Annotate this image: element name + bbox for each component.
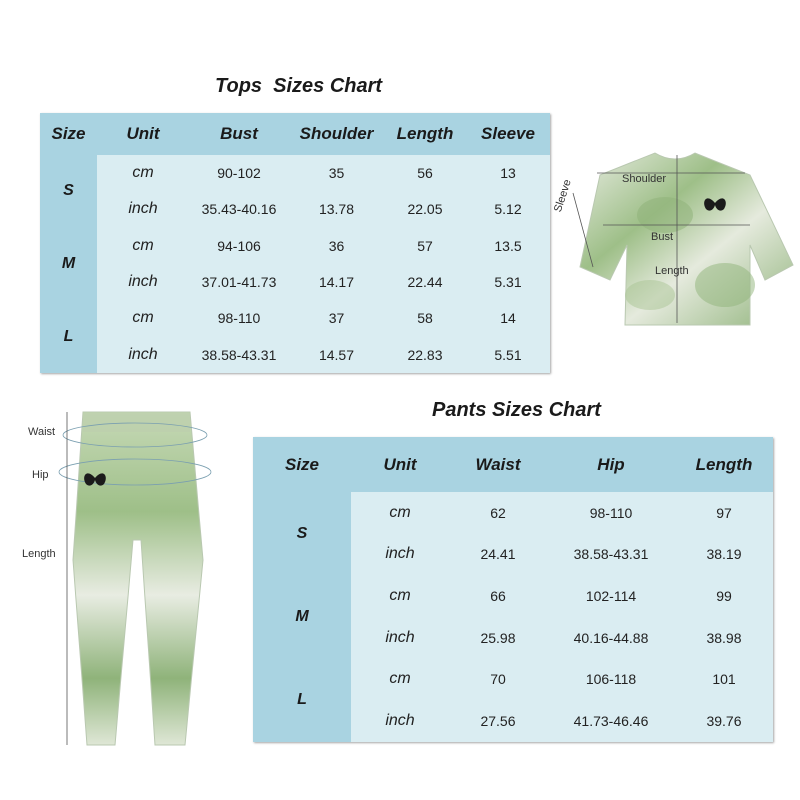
- pants-col-size: Size: [253, 437, 351, 492]
- length-cell: 22.83: [384, 337, 466, 373]
- unit-cell: inch: [351, 617, 449, 659]
- size-cell: L: [253, 659, 351, 742]
- bust-cell: 94-106: [189, 228, 289, 264]
- sleeve-cell: 13: [466, 155, 550, 191]
- bust-cell: 38.58-43.31: [189, 337, 289, 373]
- bust-cell: 35.43-40.16: [189, 191, 289, 227]
- table-row: [253, 575, 773, 617]
- length-cell: 38.19: [675, 534, 773, 576]
- length-cell: 22.05: [384, 191, 466, 227]
- tops-col-length: Length: [384, 113, 466, 155]
- length-label: Length: [22, 548, 56, 560]
- pants-col-hip: Hip: [547, 437, 675, 492]
- table-row: [40, 264, 550, 300]
- unit-cell: inch: [97, 191, 189, 227]
- pants-col-waist: Waist: [449, 437, 547, 492]
- tops-col-unit: Unit: [97, 113, 189, 155]
- hip-cell: 106-118: [547, 659, 675, 701]
- unit-cell: cm: [97, 228, 189, 264]
- unit-cell: inch: [351, 700, 449, 742]
- shoulder-cell: 36: [289, 228, 384, 264]
- shoulder-cell: 35: [289, 155, 384, 191]
- size-cell: S: [253, 492, 351, 575]
- table-row: [253, 492, 773, 534]
- shoulder-cell: 14.57: [289, 337, 384, 373]
- pants-col-length: Length: [675, 437, 773, 492]
- hip-cell: 41.73-46.46: [547, 700, 675, 742]
- shoulder-cell: 14.17: [289, 264, 384, 300]
- unit-cell: inch: [97, 337, 189, 373]
- length-cell: 56: [384, 155, 466, 191]
- tops-col-size: Size: [40, 113, 97, 155]
- pants-chart-title: Pants Sizes Chart: [432, 399, 601, 421]
- length-cell: 57: [384, 228, 466, 264]
- length-cell: 99: [675, 575, 773, 617]
- sleeve-label: Sleeve: [552, 178, 574, 214]
- table-row: [40, 191, 550, 227]
- hip-cell: 40.16-44.88: [547, 617, 675, 659]
- shoulder-label: Shoulder: [622, 173, 667, 185]
- pants-col-unit: Unit: [351, 437, 449, 492]
- bust-cell: 90-102: [189, 155, 289, 191]
- size-cell: L: [40, 300, 97, 373]
- length-cell: 101: [675, 659, 773, 701]
- length-cell: 58: [384, 300, 466, 336]
- waist-cell: 24.41: [449, 534, 547, 576]
- unit-cell: inch: [97, 264, 189, 300]
- length-label: Length: [655, 265, 689, 277]
- hip-cell: 102-114: [547, 575, 675, 617]
- length-cell: 39.76: [675, 700, 773, 742]
- length-cell: 38.98: [675, 617, 773, 659]
- waist-label: Waist: [28, 426, 56, 438]
- table-row: [40, 337, 550, 373]
- top-shape: [580, 153, 793, 325]
- hip-cell: 38.58-43.31: [547, 534, 675, 576]
- table-row: [40, 228, 550, 264]
- unit-cell: cm: [97, 300, 189, 336]
- pants-diagram: [55, 400, 215, 755]
- sleeve-cell: 14: [466, 300, 550, 336]
- shoulder-cell: 13.78: [289, 191, 384, 227]
- shoulder-cell: 37: [289, 300, 384, 336]
- unit-cell: cm: [351, 492, 449, 534]
- tops-col-shoulder: Shoulder: [289, 113, 384, 155]
- sleeve-cell: 5.31: [466, 264, 550, 300]
- table-row: [40, 300, 550, 336]
- tops-col-bust: Bust: [189, 113, 289, 155]
- waist-cell: 66: [449, 575, 547, 617]
- unit-cell: inch: [351, 534, 449, 576]
- bust-label: Bust: [651, 231, 674, 243]
- length-cell: 22.44: [384, 264, 466, 300]
- size-cell: M: [40, 228, 97, 301]
- unit-cell: cm: [351, 659, 449, 701]
- sleeve-cell: 13.5: [466, 228, 550, 264]
- tops-chart-title: Tops Sizes Chart: [215, 75, 383, 97]
- crop-top-diagram: [555, 145, 800, 335]
- sleeve-cell: 5.12: [466, 191, 550, 227]
- tops-size-table: [40, 113, 550, 373]
- size-cell: S: [40, 155, 97, 228]
- waist-cell: 27.56: [449, 700, 547, 742]
- waist-cell: 70: [449, 659, 547, 701]
- hip-label: Hip: [32, 469, 49, 481]
- sleeve-cell: 5.51: [466, 337, 550, 373]
- table-row: [40, 155, 550, 191]
- hip-cell: 98-110: [547, 492, 675, 534]
- waist-cell: 25.98: [449, 617, 547, 659]
- table-row: [253, 659, 773, 701]
- waist-cell: 62: [449, 492, 547, 534]
- bust-cell: 98-110: [189, 300, 289, 336]
- size-cell: M: [253, 575, 351, 658]
- tops-col-sleeve: Sleeve: [466, 113, 550, 155]
- bust-cell: 37.01-41.73: [189, 264, 289, 300]
- unit-cell: cm: [97, 155, 189, 191]
- unit-cell: cm: [351, 575, 449, 617]
- length-cell: 97: [675, 492, 773, 534]
- pants-size-table: [253, 437, 773, 742]
